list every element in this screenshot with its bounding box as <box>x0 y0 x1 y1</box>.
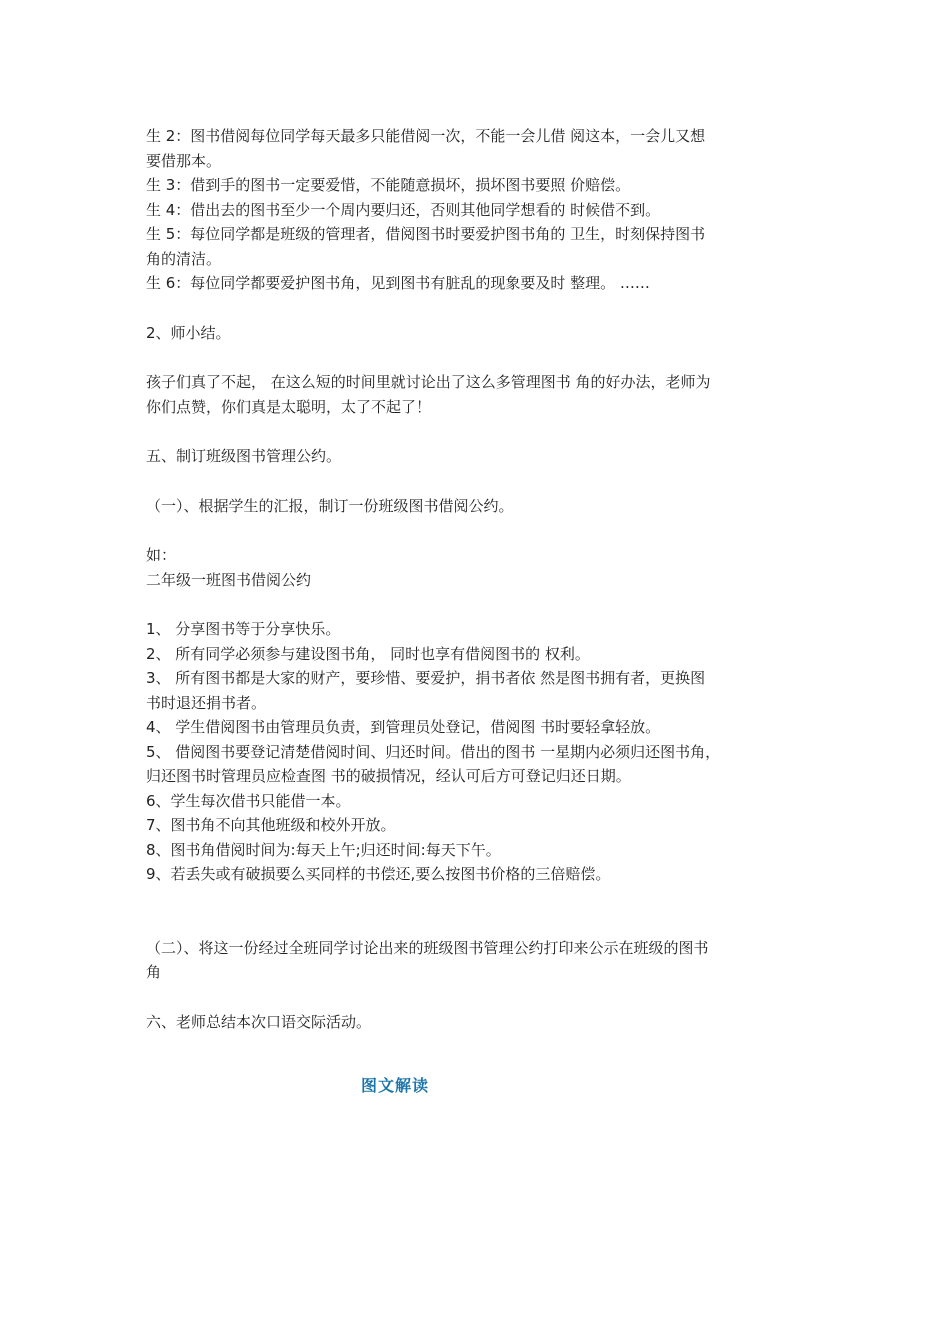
rule-3-line-1: 3、 所有图书都是大家的财产，要珍惜、要爱护，捐书者依 然是图书拥有者，更换图 <box>146 669 706 687</box>
rule-7: 7、图书角不向其他班级和校外开放。 <box>146 816 396 834</box>
rule-2: 2、 所有同学必须参与建设图书角， 同时也享有借阅图书的 权利。 <box>146 644 590 663</box>
section-5-heading: 五、制订班级图书管理公约。 <box>146 447 342 465</box>
document-body <box>146 124 816 1034</box>
praise-line-1: 孩子们真了不起， 在这么短的时间里就讨论出了这么多管理图书 角的好办法，老师为 <box>146 373 711 391</box>
rule-5-line-1: 5、 借阅图书要登记清楚借阅时间、归还时间。借出的图书 一星期内必须归还图书角， <box>146 742 721 761</box>
subsection-2-line-2: 角 <box>146 963 162 981</box>
rule-4: 4、 学生借阅图书由管理员负责，到管理员处登记，借阅图 书时要轻拿轻放。 <box>146 718 661 736</box>
student-6-line: 生 6：每位同学都要爱护图书角，见到图书有脏乱的现象要及时 整理。 …… <box>146 274 650 292</box>
rule-3-line-2: 书时退还捐书者。 <box>146 693 267 712</box>
subsection-1-heading: （一）、根据学生的汇报，制订一份班级图书借阅公约。 <box>146 496 514 515</box>
student-4-line: 生 4：借出去的图书至少一个周内要归还，否则其他同学想看的 时候借不到。 <box>146 200 661 219</box>
rule-6: 6、学生每次借书只能借一本。 <box>146 791 351 810</box>
rule-5-line-2: 归还图书时管理员应检查图 书的破损情况，经认可后方可登记归还日期。 <box>146 767 631 785</box>
summary-heading: 2、师小结。 <box>146 323 231 342</box>
student-5-line-1: 生 5：每位同学都是班级的管理者，借阅图书时要爱护图书角的 卫生，时刻保持图书 <box>146 225 706 243</box>
student-5-line-2: 角的清洁。 <box>146 249 222 268</box>
student-3-line: 生 3：借到手的图书一定要爱惜，不能随意损坏，损坏图书要照 价赔偿。 <box>146 176 631 194</box>
convention-title: 二年级一班图书借阅公约 <box>146 570 312 589</box>
rule-8: 8、图书角借阅时间为:每天上午;归还时间:每天下午。 <box>146 840 501 859</box>
praise-line-2: 你们点赞，你们真是太聪明，太了不起了！ <box>146 397 432 416</box>
rule-9: 9、若丢失或有破损要么买同样的书偿还,要么按图书价格的三倍赔偿。 <box>146 865 611 883</box>
student-2-line-1: 生 2：图书借阅每位同学每天最多只能借阅一次，不能一会儿借 阅这本，一会儿又想 <box>146 127 706 145</box>
section-6-heading: 六、老师总结本次口语交际活动。 <box>146 1012 372 1031</box>
subsection-2-line-1: （二）、将这一份经过全班同学讨论出来的班级图书管理公约打印来公示在班级的图书 <box>146 938 709 957</box>
rule-1: 1、 分享图书等于分享快乐。 <box>146 620 341 638</box>
example-intro: 如： <box>146 546 177 564</box>
student-2-line-2: 要借那本。 <box>146 151 222 170</box>
illustrated-reading-link[interactable]: 图文解读 <box>361 1076 430 1095</box>
